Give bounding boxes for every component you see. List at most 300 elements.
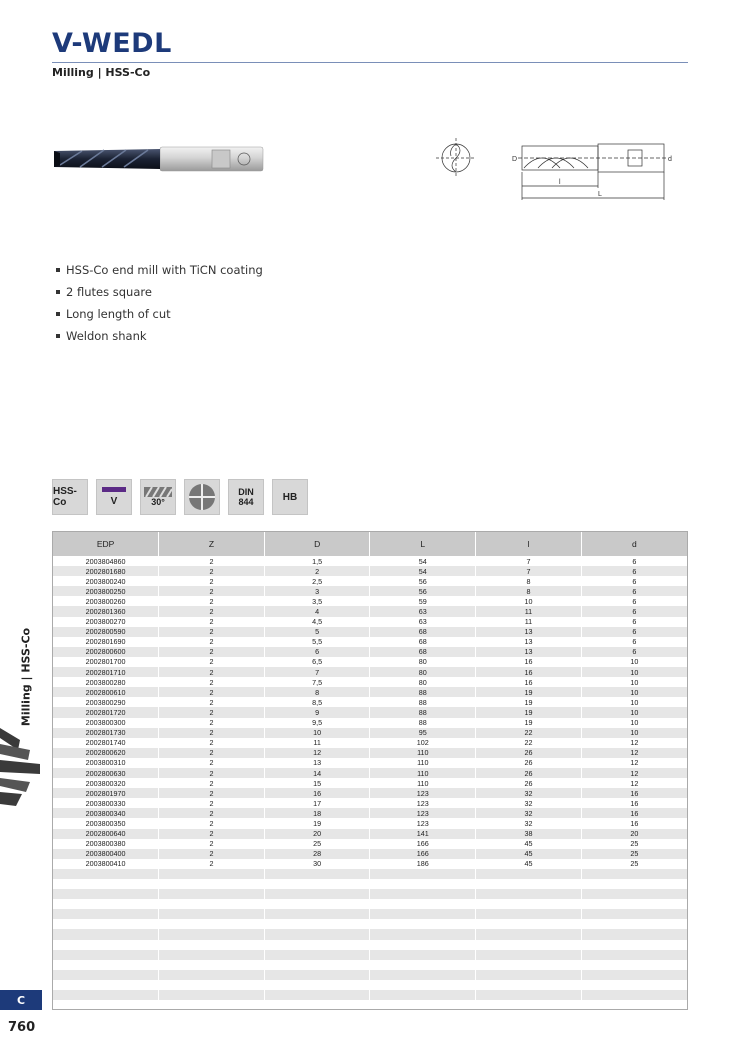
table-cell: 13 bbox=[476, 637, 582, 647]
table-row bbox=[53, 899, 687, 909]
table-cell: 63 bbox=[370, 617, 476, 627]
table-cell bbox=[476, 980, 582, 990]
table-cell: 110 bbox=[370, 758, 476, 768]
table-row bbox=[53, 859, 687, 869]
table-cell: 2002801720 bbox=[53, 707, 159, 717]
end-view bbox=[436, 138, 476, 178]
table-cell: 123 bbox=[370, 788, 476, 798]
table-cell: 2 bbox=[159, 859, 265, 869]
table-cell: 7 bbox=[264, 667, 370, 677]
table-cell: 10 bbox=[476, 596, 582, 606]
table-cell: 26 bbox=[476, 778, 582, 788]
table-cell: 12 bbox=[581, 778, 687, 788]
table-cell: 2003800380 bbox=[53, 839, 159, 849]
table-cell: 16 bbox=[476, 657, 582, 667]
table-cell: 2 bbox=[159, 849, 265, 859]
table-cell: 2 bbox=[159, 637, 265, 647]
table-row bbox=[53, 849, 687, 859]
table-cell bbox=[159, 869, 265, 879]
table-cell: 11 bbox=[476, 617, 582, 627]
table-cell: 2002801970 bbox=[53, 788, 159, 798]
table-cell: 4 bbox=[264, 606, 370, 616]
table-cell bbox=[581, 970, 687, 980]
table-cell: 6,5 bbox=[264, 657, 370, 667]
table-cell bbox=[264, 970, 370, 980]
table-cell: 2 bbox=[159, 839, 265, 849]
table-cell: 2 bbox=[159, 627, 265, 637]
table-cell bbox=[264, 940, 370, 950]
table-cell bbox=[159, 990, 265, 1000]
table-cell: 16 bbox=[581, 788, 687, 798]
table-cell: 7 bbox=[476, 556, 582, 566]
table-cell: 59 bbox=[370, 596, 476, 606]
table-cell: 14 bbox=[264, 768, 370, 778]
table-cell bbox=[264, 879, 370, 889]
col-l: l bbox=[476, 532, 582, 556]
table-cell bbox=[476, 879, 582, 889]
table-cell: 8 bbox=[264, 687, 370, 697]
table-cell: 2003800250 bbox=[53, 586, 159, 596]
table-cell: 25 bbox=[264, 839, 370, 849]
table-cell: 10 bbox=[264, 728, 370, 738]
table-cell: 9,5 bbox=[264, 718, 370, 728]
table-cell: 2 bbox=[159, 758, 265, 768]
table-cell: 32 bbox=[476, 808, 582, 818]
col-z: Z bbox=[159, 532, 265, 556]
table-cell: 26 bbox=[476, 758, 582, 768]
table-cell: 88 bbox=[370, 697, 476, 707]
table-cell: 18 bbox=[264, 808, 370, 818]
material-badge: HSS-Co bbox=[52, 479, 88, 515]
table-cell bbox=[159, 940, 265, 950]
table-cell bbox=[581, 919, 687, 929]
table-cell: 16 bbox=[264, 788, 370, 798]
table-cell bbox=[581, 950, 687, 960]
table-cell bbox=[159, 899, 265, 909]
table-cell: 32 bbox=[476, 818, 582, 828]
table-cell: 7,5 bbox=[264, 677, 370, 687]
table-cell: 45 bbox=[476, 849, 582, 859]
table-cell: 6 bbox=[581, 566, 687, 576]
bullet-icon bbox=[56, 290, 60, 294]
table-header-row bbox=[53, 532, 687, 556]
table-cell: 6 bbox=[581, 596, 687, 606]
table-row bbox=[53, 576, 687, 586]
table-row bbox=[53, 909, 687, 919]
table-cell: 2 bbox=[159, 748, 265, 758]
dim-L-label: L bbox=[598, 191, 602, 198]
table-row bbox=[53, 808, 687, 818]
table-cell: 19 bbox=[476, 687, 582, 697]
table-cell: 16 bbox=[581, 808, 687, 818]
table-cell: 2 bbox=[159, 566, 265, 576]
table-cell bbox=[53, 940, 159, 950]
table-cell: 8 bbox=[476, 576, 582, 586]
table-row bbox=[53, 879, 687, 889]
table-cell bbox=[264, 980, 370, 990]
table-cell bbox=[53, 960, 159, 970]
table-row bbox=[53, 697, 687, 707]
table-cell: 2003800290 bbox=[53, 697, 159, 707]
table-cell: 123 bbox=[370, 808, 476, 818]
table-cell: 2002801740 bbox=[53, 738, 159, 748]
table-cell: 10 bbox=[581, 687, 687, 697]
table-cell bbox=[581, 960, 687, 970]
table-cell: 17 bbox=[264, 798, 370, 808]
table-cell: 2 bbox=[264, 566, 370, 576]
table-cell: 2 bbox=[159, 707, 265, 717]
table-cell bbox=[370, 960, 476, 970]
table-cell: 25 bbox=[581, 859, 687, 869]
feature-item: 2 flutes square bbox=[56, 284, 263, 306]
table-cell bbox=[370, 869, 476, 879]
table-cell: 2003800300 bbox=[53, 718, 159, 728]
table-cell: 2002801700 bbox=[53, 657, 159, 667]
table-cell: 2 bbox=[159, 617, 265, 627]
table-row bbox=[53, 667, 687, 677]
table-cell: 2002801690 bbox=[53, 637, 159, 647]
table-cell: 2 bbox=[159, 808, 265, 818]
table-cell: 2 bbox=[159, 657, 265, 667]
table-cell bbox=[476, 960, 582, 970]
table-row bbox=[53, 657, 687, 667]
table-cell bbox=[370, 990, 476, 1000]
table-cell bbox=[53, 899, 159, 909]
table-cell: 12 bbox=[264, 748, 370, 758]
table-cell: 12 bbox=[581, 758, 687, 768]
table-cell: 45 bbox=[476, 839, 582, 849]
table-cell: 166 bbox=[370, 839, 476, 849]
table-row bbox=[53, 778, 687, 788]
table-cell: 28 bbox=[264, 849, 370, 859]
bullet-icon bbox=[56, 268, 60, 272]
table-row bbox=[53, 687, 687, 697]
table-cell: 20 bbox=[264, 829, 370, 839]
table-row bbox=[53, 889, 687, 899]
table-cell: 2 bbox=[159, 778, 265, 788]
table-cell bbox=[476, 899, 582, 909]
table-cell bbox=[159, 879, 265, 889]
table-cell: 2002800630 bbox=[53, 768, 159, 778]
table-cell: 2 bbox=[159, 798, 265, 808]
table-cell: 2002801360 bbox=[53, 606, 159, 616]
table-cell: 123 bbox=[370, 818, 476, 828]
table-row bbox=[53, 990, 687, 1000]
table-cell: 68 bbox=[370, 637, 476, 647]
table-cell: 2003800350 bbox=[53, 818, 159, 828]
table-cell bbox=[476, 950, 582, 960]
table-cell bbox=[264, 929, 370, 939]
table-cell: 2003800240 bbox=[53, 576, 159, 586]
table-cell bbox=[581, 929, 687, 939]
table-row bbox=[53, 818, 687, 828]
table-cell: 8 bbox=[476, 586, 582, 596]
table-cell bbox=[581, 940, 687, 950]
table-cell: 2 bbox=[159, 788, 265, 798]
table-cell bbox=[159, 970, 265, 980]
table-cell bbox=[159, 960, 265, 970]
table-cell bbox=[159, 1000, 265, 1010]
table-cell bbox=[476, 869, 582, 879]
table-cell: 6 bbox=[581, 647, 687, 657]
table-row bbox=[53, 940, 687, 950]
table-cell: 80 bbox=[370, 667, 476, 677]
dim-l-label: l bbox=[559, 179, 561, 186]
table-cell: 38 bbox=[476, 829, 582, 839]
table-cell: 32 bbox=[476, 788, 582, 798]
table-cell: 2002800620 bbox=[53, 748, 159, 758]
table-cell bbox=[476, 940, 582, 950]
table-cell bbox=[53, 990, 159, 1000]
side-view bbox=[518, 144, 668, 200]
table-row bbox=[53, 637, 687, 647]
table-cell: 88 bbox=[370, 687, 476, 697]
table-cell: 2 bbox=[159, 718, 265, 728]
table-cell bbox=[159, 919, 265, 929]
table-cell bbox=[53, 879, 159, 889]
table-cell: 2003800280 bbox=[53, 677, 159, 687]
table-cell bbox=[264, 889, 370, 899]
table-cell: 2,5 bbox=[264, 576, 370, 586]
table-cell bbox=[581, 889, 687, 899]
table-row bbox=[53, 919, 687, 929]
table-cell bbox=[370, 919, 476, 929]
table-cell: 45 bbox=[476, 859, 582, 869]
table-cell: 10 bbox=[581, 667, 687, 677]
table-cell: 13 bbox=[264, 758, 370, 768]
table-cell: 2002800600 bbox=[53, 647, 159, 657]
table-cell bbox=[264, 1000, 370, 1010]
table-row bbox=[53, 950, 687, 960]
flute-profile-badge bbox=[184, 479, 220, 515]
table-cell bbox=[264, 950, 370, 960]
table-row bbox=[53, 839, 687, 849]
feature-item: Long length of cut bbox=[56, 306, 263, 328]
table-cell bbox=[476, 1000, 582, 1010]
table-cell: 19 bbox=[476, 718, 582, 728]
table-cell: 95 bbox=[370, 728, 476, 738]
table-cell: 6 bbox=[581, 627, 687, 637]
table-cell: 2002800590 bbox=[53, 627, 159, 637]
table-row bbox=[53, 728, 687, 738]
two-flute-icon bbox=[187, 482, 217, 512]
table-cell: 2003800330 bbox=[53, 798, 159, 808]
table-cell: 2002801710 bbox=[53, 667, 159, 677]
table-cell: 2003800400 bbox=[53, 849, 159, 859]
table-row bbox=[53, 970, 687, 980]
table-cell bbox=[476, 909, 582, 919]
table-row bbox=[53, 738, 687, 748]
table-row bbox=[53, 556, 687, 566]
table-cell: 2 bbox=[159, 556, 265, 566]
table-cell: 2 bbox=[159, 818, 265, 828]
table-cell bbox=[53, 929, 159, 939]
table-cell: 110 bbox=[370, 768, 476, 778]
table-cell: 88 bbox=[370, 707, 476, 717]
table-cell bbox=[159, 950, 265, 960]
table-cell bbox=[370, 929, 476, 939]
table-cell: 11 bbox=[264, 738, 370, 748]
bullet-icon bbox=[56, 312, 60, 316]
table-cell bbox=[370, 1000, 476, 1010]
table-row bbox=[53, 758, 687, 768]
table-cell: 6 bbox=[581, 606, 687, 616]
col-L: L bbox=[370, 532, 476, 556]
table-cell: 22 bbox=[476, 738, 582, 748]
table-cell: 16 bbox=[581, 818, 687, 828]
table-cell bbox=[264, 919, 370, 929]
table-row bbox=[53, 798, 687, 808]
table-row bbox=[53, 677, 687, 687]
table-cell: 54 bbox=[370, 556, 476, 566]
table-cell: 11 bbox=[476, 606, 582, 616]
table-cell bbox=[370, 909, 476, 919]
feature-item: Weldon shank bbox=[56, 328, 263, 350]
page-number: 760 bbox=[8, 1020, 36, 1035]
table-cell: 6 bbox=[264, 647, 370, 657]
table-cell bbox=[264, 990, 370, 1000]
table-row bbox=[53, 768, 687, 778]
table-cell bbox=[264, 909, 370, 919]
table-cell: 2 bbox=[159, 829, 265, 839]
end-mill-photo bbox=[52, 143, 264, 175]
table-cell bbox=[264, 960, 370, 970]
table-cell bbox=[581, 899, 687, 909]
table-cell bbox=[53, 919, 159, 929]
table-cell: 2003800260 bbox=[53, 596, 159, 606]
table-cell: 88 bbox=[370, 718, 476, 728]
table-cell: 19 bbox=[476, 707, 582, 717]
side-section-label: Milling | HSS-Co bbox=[19, 627, 33, 727]
table-cell: 16 bbox=[476, 677, 582, 687]
table-cell: 6 bbox=[581, 576, 687, 586]
table-cell bbox=[370, 889, 476, 899]
table-cell: 1,5 bbox=[264, 556, 370, 566]
table-cell bbox=[476, 990, 582, 1000]
table-cell: 26 bbox=[476, 748, 582, 758]
table-row bbox=[53, 929, 687, 939]
table-cell: 5 bbox=[264, 627, 370, 637]
table-row bbox=[53, 606, 687, 616]
table-cell bbox=[53, 869, 159, 879]
table-cell: 13 bbox=[476, 647, 582, 657]
table-cell: 68 bbox=[370, 627, 476, 637]
table-cell bbox=[581, 869, 687, 879]
table-row bbox=[53, 647, 687, 657]
table-cell: 26 bbox=[476, 768, 582, 778]
table-cell: 15 bbox=[264, 778, 370, 788]
table-cell bbox=[159, 929, 265, 939]
table-cell: 2003800410 bbox=[53, 859, 159, 869]
table-cell bbox=[264, 899, 370, 909]
table-cell bbox=[53, 909, 159, 919]
table-cell: 6 bbox=[581, 637, 687, 647]
table-cell bbox=[53, 970, 159, 980]
table-cell: 30 bbox=[264, 859, 370, 869]
table-cell bbox=[581, 879, 687, 889]
dim-d-label: d bbox=[668, 156, 672, 163]
table-cell: 80 bbox=[370, 677, 476, 687]
table-row bbox=[53, 566, 687, 576]
table-cell: 63 bbox=[370, 606, 476, 616]
table-cell: 2002800640 bbox=[53, 829, 159, 839]
table-cell: 166 bbox=[370, 849, 476, 859]
table-cell: 6 bbox=[581, 586, 687, 596]
coating-color-bar bbox=[102, 487, 126, 492]
table-row bbox=[53, 869, 687, 879]
table-row bbox=[53, 960, 687, 970]
table-cell: 56 bbox=[370, 586, 476, 596]
table-cell bbox=[581, 909, 687, 919]
table-cell: 20 bbox=[581, 829, 687, 839]
feature-item: HSS-Co end mill with TiCN coating bbox=[56, 262, 263, 284]
table-body bbox=[53, 556, 687, 1010]
table-cell: 56 bbox=[370, 576, 476, 586]
table-cell bbox=[476, 970, 582, 980]
table-row bbox=[53, 617, 687, 627]
feature-list bbox=[56, 262, 263, 350]
table-row bbox=[53, 586, 687, 596]
table-cell: 6 bbox=[581, 556, 687, 566]
table-cell: 141 bbox=[370, 829, 476, 839]
table-row bbox=[53, 980, 687, 990]
table-cell: 2003800310 bbox=[53, 758, 159, 768]
table-cell: 110 bbox=[370, 778, 476, 788]
table-cell: 186 bbox=[370, 859, 476, 869]
table-cell: 123 bbox=[370, 798, 476, 808]
table-row bbox=[53, 718, 687, 728]
table-cell: 3 bbox=[264, 586, 370, 596]
table-cell bbox=[53, 1000, 159, 1010]
table-row bbox=[53, 1000, 687, 1010]
table-cell: 2002801730 bbox=[53, 728, 159, 738]
table-cell bbox=[159, 980, 265, 990]
table-cell: 7 bbox=[476, 566, 582, 576]
table-row bbox=[53, 627, 687, 637]
table-row bbox=[53, 788, 687, 798]
table-cell bbox=[476, 889, 582, 899]
table-cell: 5,5 bbox=[264, 637, 370, 647]
table-cell bbox=[370, 879, 476, 889]
bullet-icon bbox=[56, 334, 60, 338]
table-cell: 10 bbox=[581, 677, 687, 687]
table-cell: 2003800340 bbox=[53, 808, 159, 818]
table-cell: 12 bbox=[581, 738, 687, 748]
table-cell bbox=[370, 950, 476, 960]
table-cell: 3,5 bbox=[264, 596, 370, 606]
table-cell: 2003804860 bbox=[53, 556, 159, 566]
table-cell bbox=[476, 929, 582, 939]
page-subtitle: Milling | HSS-Co bbox=[52, 66, 151, 79]
table-cell: 80 bbox=[370, 657, 476, 667]
table-cell: 2 bbox=[159, 697, 265, 707]
table-cell bbox=[370, 970, 476, 980]
table-cell: 2002800610 bbox=[53, 687, 159, 697]
shank-badge: HB bbox=[272, 479, 308, 515]
table-cell: 10 bbox=[581, 697, 687, 707]
table-cell: 2003800320 bbox=[53, 778, 159, 788]
table-row bbox=[53, 707, 687, 717]
table-cell: 2 bbox=[159, 586, 265, 596]
col-D: D bbox=[264, 532, 370, 556]
table-cell: 19 bbox=[476, 697, 582, 707]
table-cell: 12 bbox=[581, 748, 687, 758]
technical-drawing bbox=[432, 130, 672, 204]
section-tool-graphic bbox=[0, 728, 44, 812]
standard-badge: DIN 844 bbox=[228, 479, 264, 515]
table-cell: 10 bbox=[581, 657, 687, 667]
table-cell: 2 bbox=[159, 738, 265, 748]
